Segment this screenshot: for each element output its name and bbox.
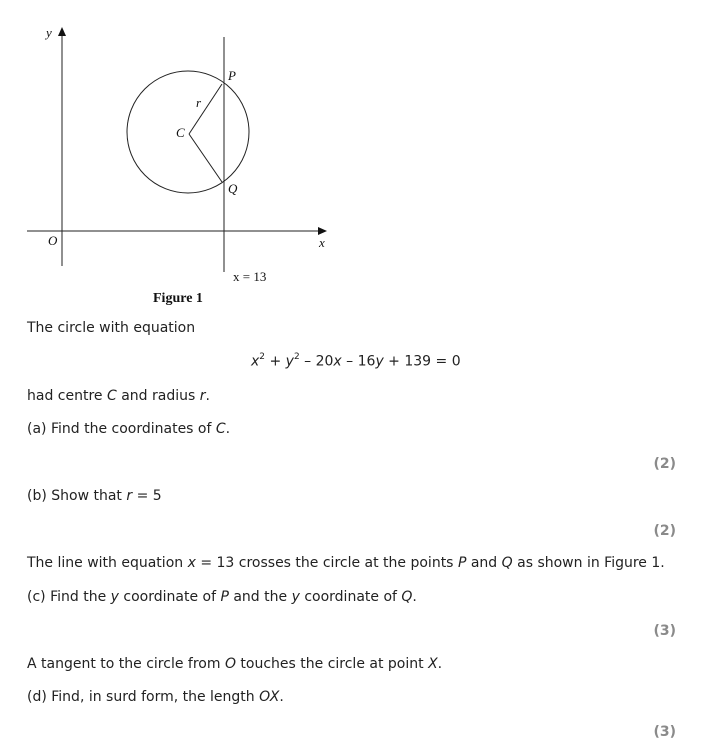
part-b-marks: (2) — [653, 523, 676, 539]
y-axis-label: y — [46, 25, 52, 40]
line-x-13-label: x = 13 — [233, 269, 267, 284]
intro-text: The circle with equation — [27, 320, 196, 336]
point-q-label: Q — [228, 181, 238, 196]
part-c-question: (c) Find the y coordinate of P and the y coordinate of Q. — [27, 589, 417, 605]
centre-label: C — [176, 125, 185, 140]
point-p-label: P — [228, 68, 236, 83]
part-d-marks: (3) — [653, 724, 676, 740]
eq-y-linear: y — [375, 353, 384, 370]
figure-1-diagram — [0, 0, 713, 310]
eq-part-a: – 20 — [299, 353, 334, 370]
part-d-question: (d) Find, in surd form, the length OX. — [27, 689, 284, 705]
y-axis-arrow-icon — [58, 27, 66, 36]
eq-part-c: + 139 = 0 — [383, 353, 461, 370]
tangent-text: A tangent to the circle from O touches the circle at point X. — [27, 656, 443, 672]
part-b-question: (b) Show that r = 5 — [27, 488, 162, 504]
x-axis-label: x — [319, 235, 325, 250]
radius-cq — [189, 134, 222, 182]
x-axis-arrow-icon — [318, 227, 327, 235]
radius-cp — [189, 84, 222, 134]
eq-part-b: – 16 — [341, 353, 376, 370]
circle — [127, 71, 249, 193]
line-text: The line with equation x = 13 crosses the circle at the points P and Q as shown in Figure 1. — [27, 555, 665, 571]
eq-x: x — [251, 353, 260, 370]
circle-equation — [251, 353, 461, 370]
part-c-marks: (3) — [653, 623, 676, 639]
centre-text: had centre C and radius r. — [27, 388, 210, 404]
eq-x-linear: x — [333, 353, 342, 370]
origin-label: O — [48, 233, 58, 248]
eq-plus: + — [265, 353, 286, 370]
eq-power-x: 2 — [259, 352, 266, 362]
figure-caption: Figure 1 — [153, 291, 203, 306]
part-a-question: (a) Find the coordinates of C. — [27, 421, 231, 437]
eq-y: y — [285, 353, 294, 370]
radius-label: r — [196, 95, 202, 110]
part-a-marks: (2) — [653, 456, 676, 472]
eq-power-y: 2 — [293, 352, 300, 362]
